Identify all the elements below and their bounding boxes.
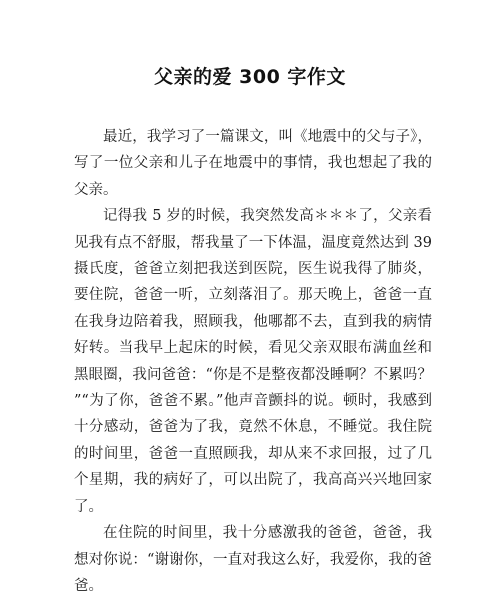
document-title: 父亲的爱 300 字作文: [154, 66, 346, 88]
paragraph-3: 在住院的时间里，我十分感激我的爸爸，爸爸，我想对你说：“谢谢你，一直对我这么好，我爱你，我的爸爸。: [74, 525, 432, 594]
paragraph-1: 最近，我学习了一篇课文，叫《地震中的父与子》，写了一位父亲和儿子在地震中的事情，我也想起了我的父亲。: [74, 129, 432, 198]
document-body: [74, 124, 432, 599]
paragraph-2: 记得我 5 岁的时候，我突然发高＊＊＊了，父亲看见我有点不舒服，帮我量了一下体温，温度竟然达到 39 摄氏度，爸爸立刻把我送到医院，医生说我得了肺炎，要住院，爸爸一听，立刻落泪了。那天晚上，爸爸一直在我身边陪着我，照顾我，他哪都不去，直到我的病情好转。当我早上起床的时候，看见父亲双眼布满血丝和黑眼圈，我问爸爸：“你是不是整夜都没睡啊？不累吗？”“为了你，爸爸不累。”他声音颤抖的说。顿时，我感到十分感动，爸爸为了我，竟然不休息，不睡觉。我住院的时间里，爸爸一直照顾我，却从来不求回报，过了几个星期，我的病好了，可以出院了，我高高兴兴地回家了。: [74, 208, 432, 515]
